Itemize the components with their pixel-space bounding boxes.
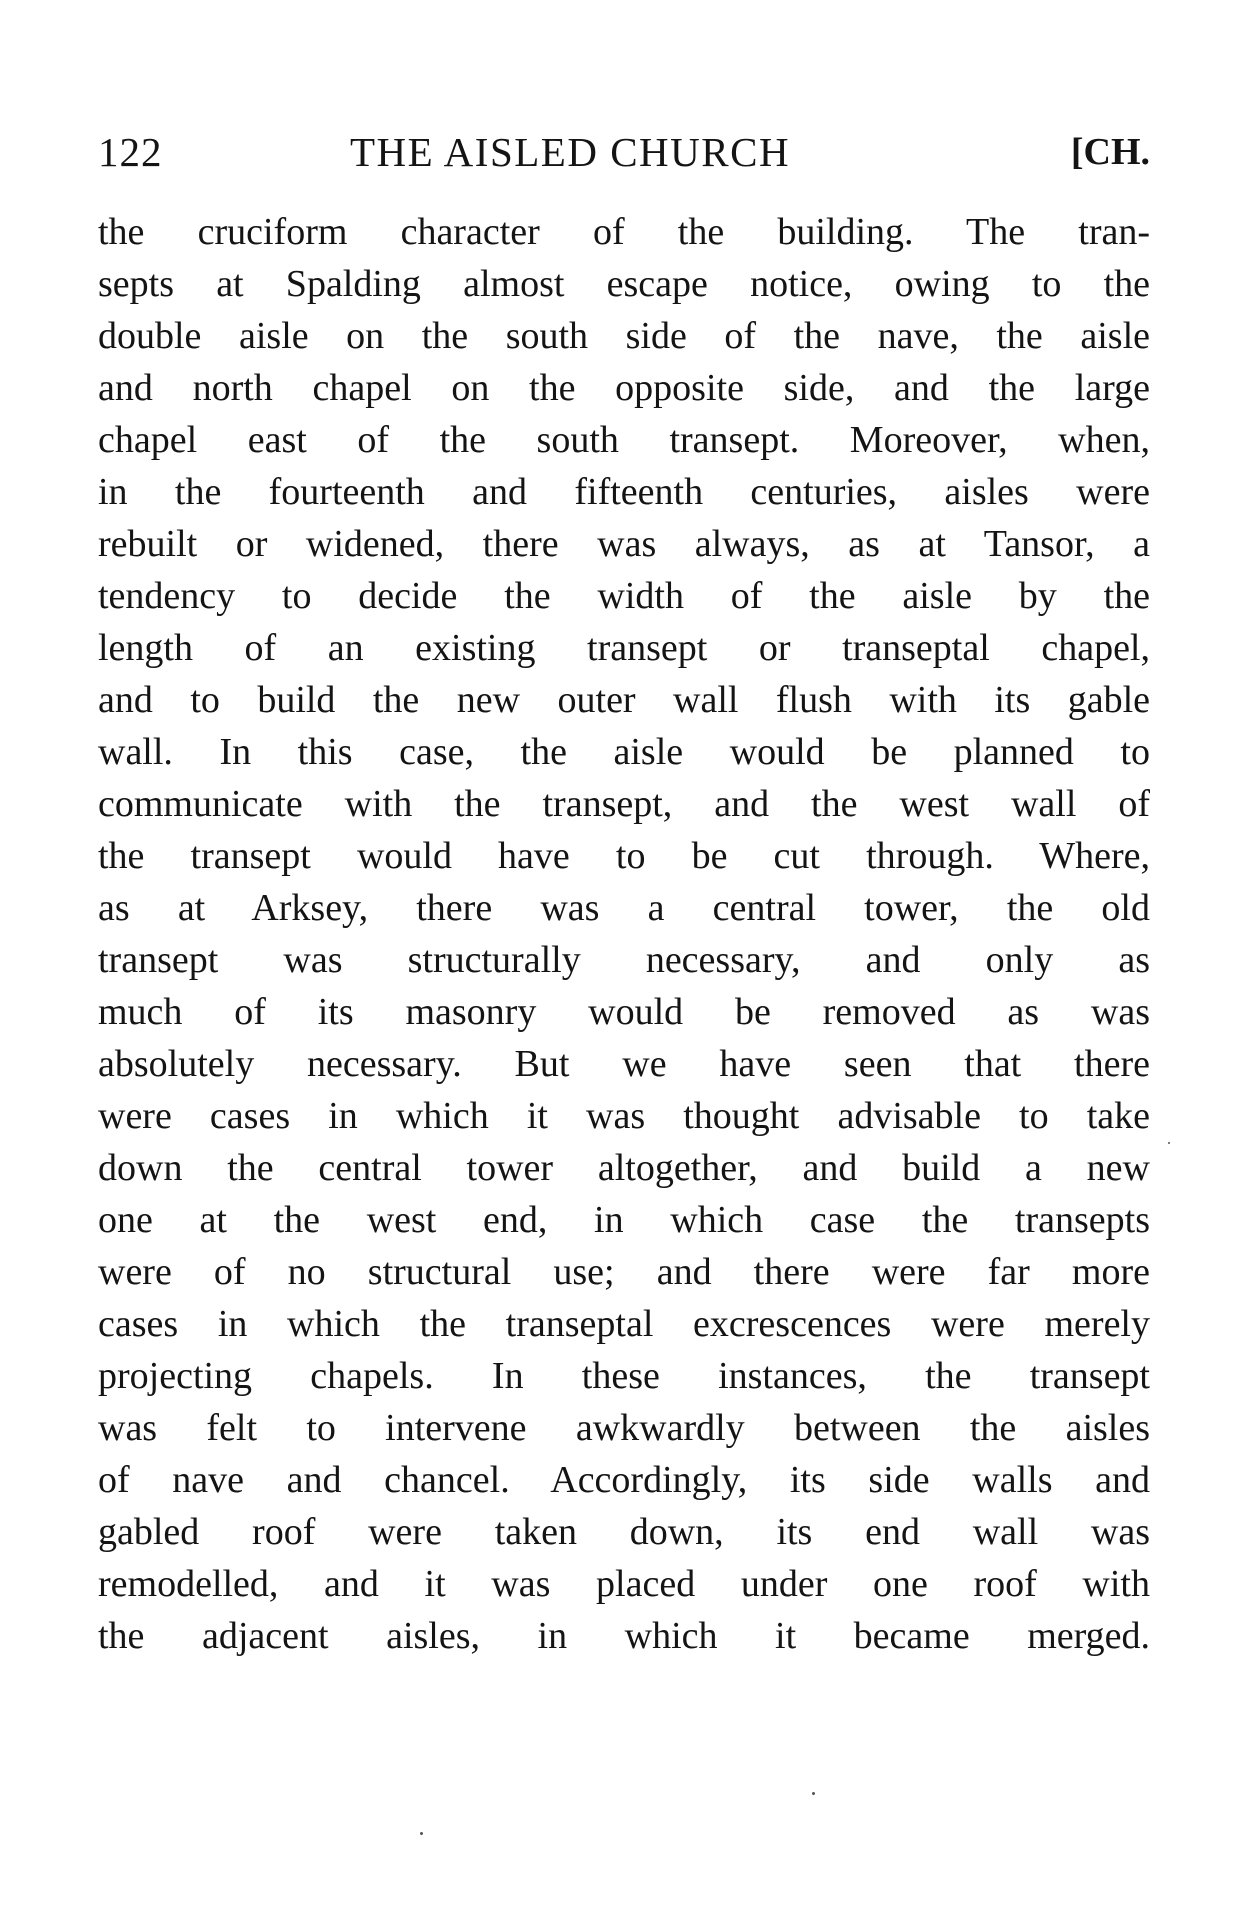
text-line: down the central tower altogether, and build a new bbox=[98, 1147, 1150, 1189]
text-line: projecting chapels. In these instances, the transept bbox=[98, 1355, 1150, 1397]
text-line: of nave and chancel. Accordingly, its side walls and bbox=[98, 1459, 1150, 1501]
paper-speck bbox=[420, 1832, 423, 1835]
text-line: tendency to decide the width of the aisle by the bbox=[98, 575, 1150, 617]
text-line: were cases in which it was thought advisable to take bbox=[98, 1095, 1150, 1137]
text-line: one at the west end, in which case the transepts bbox=[98, 1199, 1150, 1241]
text-line: chapel east of the south transept. Moreover, when, bbox=[98, 419, 1150, 461]
text-line: much of its masonry would be removed as was bbox=[98, 991, 1150, 1033]
text-line: wall. In this case, the aisle would be planned to bbox=[98, 731, 1150, 773]
paper-speck bbox=[1168, 1142, 1170, 1144]
text-line: length of an existing transept or transeptal chapel, bbox=[98, 627, 1150, 669]
text-line: and north chapel on the opposite side, and the large bbox=[98, 367, 1150, 409]
text-line: in the fourteenth and fifteenth centuries, aisles were bbox=[98, 471, 1150, 513]
text-line: double aisle on the south side of the nave, the aisle bbox=[98, 315, 1150, 357]
text-line: gabled roof were taken down, its end wall was bbox=[98, 1511, 1150, 1553]
page-number: 122 bbox=[98, 129, 163, 175]
running-head bbox=[98, 122, 1150, 182]
chapter-mark: [CH. bbox=[1070, 131, 1150, 173]
text-line: rebuilt or widened, there was always, as at Tansor, a bbox=[98, 523, 1150, 565]
text-line: septs at Spalding almost escape notice, owing to the bbox=[98, 263, 1150, 305]
text-line: cases in which the transeptal excrescences were merely bbox=[98, 1303, 1150, 1345]
text-line: the cruciform character of the building. The tran- bbox=[98, 211, 1150, 253]
body-text bbox=[98, 206, 1150, 1662]
running-title: THE AISLED CHURCH bbox=[350, 129, 791, 175]
text-line: remodelled, and it was placed under one roof with bbox=[98, 1563, 1150, 1605]
text-line: communicate with the transept, and the west wall of bbox=[98, 783, 1150, 825]
text-line: absolutely necessary. But we have seen that there bbox=[98, 1043, 1150, 1085]
text-line: the transept would have to be cut through. Where, bbox=[98, 835, 1150, 877]
text-line: the adjacent aisles, in which it became merged. bbox=[98, 1615, 1150, 1657]
paper-speck bbox=[812, 1792, 815, 1795]
text-line: and to build the new outer wall flush with its gable bbox=[98, 679, 1150, 721]
text-line: was felt to intervene awkwardly between the aisles bbox=[98, 1407, 1150, 1449]
text-line: as at Arksey, there was a central tower, the old bbox=[98, 887, 1150, 929]
text-line: were of no structural use; and there were far more bbox=[98, 1251, 1150, 1293]
text-line: transept was structurally necessary, and only as bbox=[98, 939, 1150, 981]
